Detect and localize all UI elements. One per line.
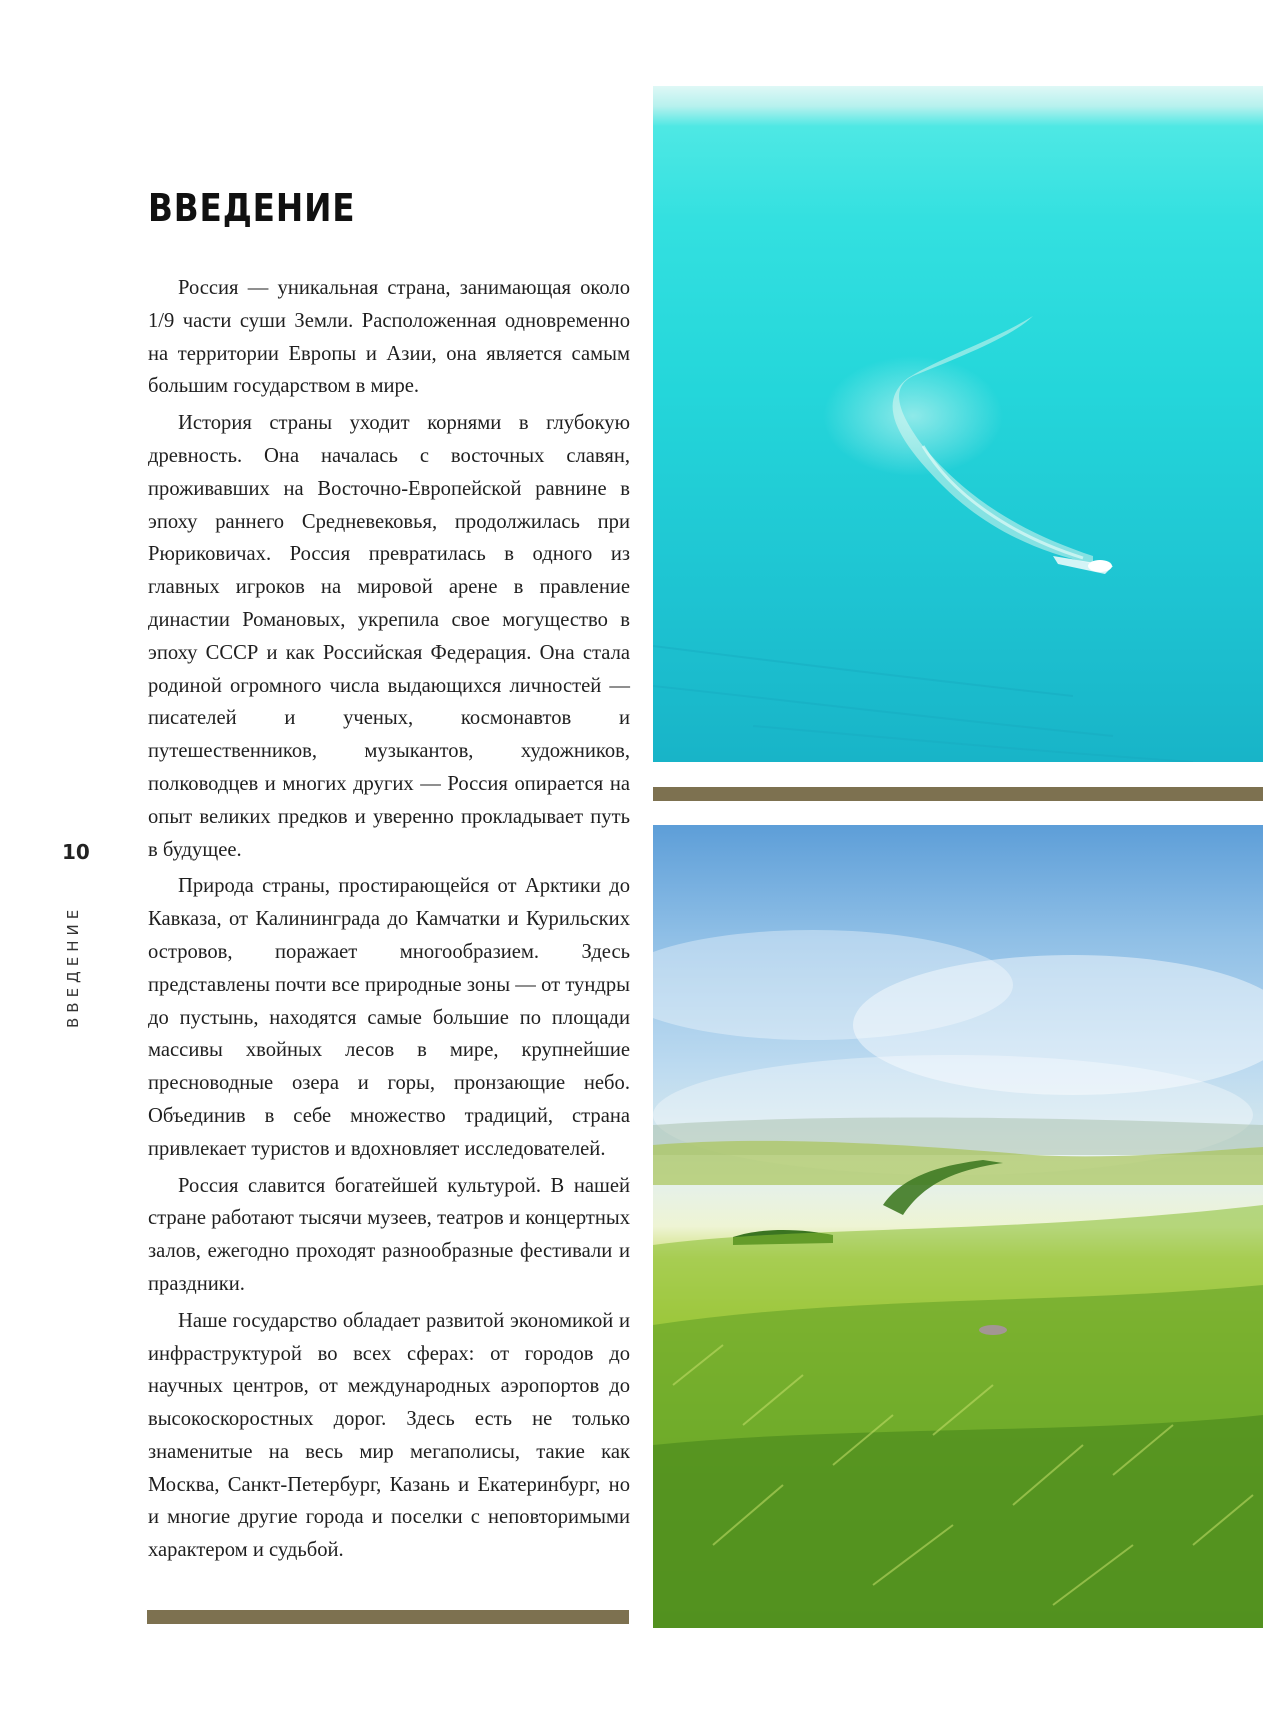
divider-bar-between-photos: [653, 787, 1263, 801]
boat: [1088, 560, 1112, 572]
steppe-photo: [653, 825, 1263, 1628]
divider-bar-bottom: [147, 1610, 629, 1624]
paragraph: Россия — уникальная страна, занимающая около 1/9 части суши Земли. Расположенная одновременно на территории Европы и Азии, она является самым большим государством в мире.: [148, 277, 630, 398]
page-number: 10: [62, 840, 90, 864]
paragraph: Природа страны, простирающейся от Арктики до Кавказа, от Калининграда до Камчатки и Курильских островов, поражает многообразием. Здесь представлены почти все природные зоны — от тундры до пустынь, находятся самые большие по площади массивы хвойных лесов в мире, крупнейшие пресноводные озера и горы, пронзающие небо. Объединив в себе множество традиций, страна привлекает туристов и вдохновляет исследователей.: [148, 875, 630, 1160]
page-title: ВВЕДЕНИЕ: [148, 186, 356, 230]
sea-photo: [653, 86, 1263, 762]
paragraph: История страны уходит корнями в глубокую древность. Она началась с восточных славян, проживавших на Восточно-Европейской равнине в эпоху раннего Средневековья, продолжилась при Рюриковичах. Россия превратилась в одного из главных игроков на мировой арене в правление династии Романовых, укрепила свое могущество в эпоху СССР и как Российская Федерация. Она стала родиной огромного числа выдающихся личностей — писателей и ученых, космонавтов и путешественников, музыкантов, художников, полководцев и многих других — Россия опирается на опыт великих предков и уверенно прокладывает путь в будущее.: [148, 412, 630, 861]
sea-photo-art: [653, 86, 1263, 762]
paragraph: Россия славится богатейшей культурой. В нашей стране работают тысячи музеев, театров и концертных залов, ежегодно проходят разнообразные фестивали и праздники.: [148, 1174, 630, 1295]
body-text: [148, 272, 630, 1571]
running-header-vertical: ВВЕДЕНИЕ: [64, 904, 82, 1028]
paragraph: Наше государство обладает развитой экономикой и инфраструктурой во всех сферах: от городов до научных центров, от международных аэропортов до высокоскоростных дорог. Здесь есть не только знаменитые на весь мир мегаполисы, такие как Москва, Санкт-Петербург, Казань и Екатеринбург, но и многие другие города и поселки с неповторимыми характером и судьбой.: [148, 1309, 630, 1562]
steppe-photo-art: [653, 825, 1263, 1628]
